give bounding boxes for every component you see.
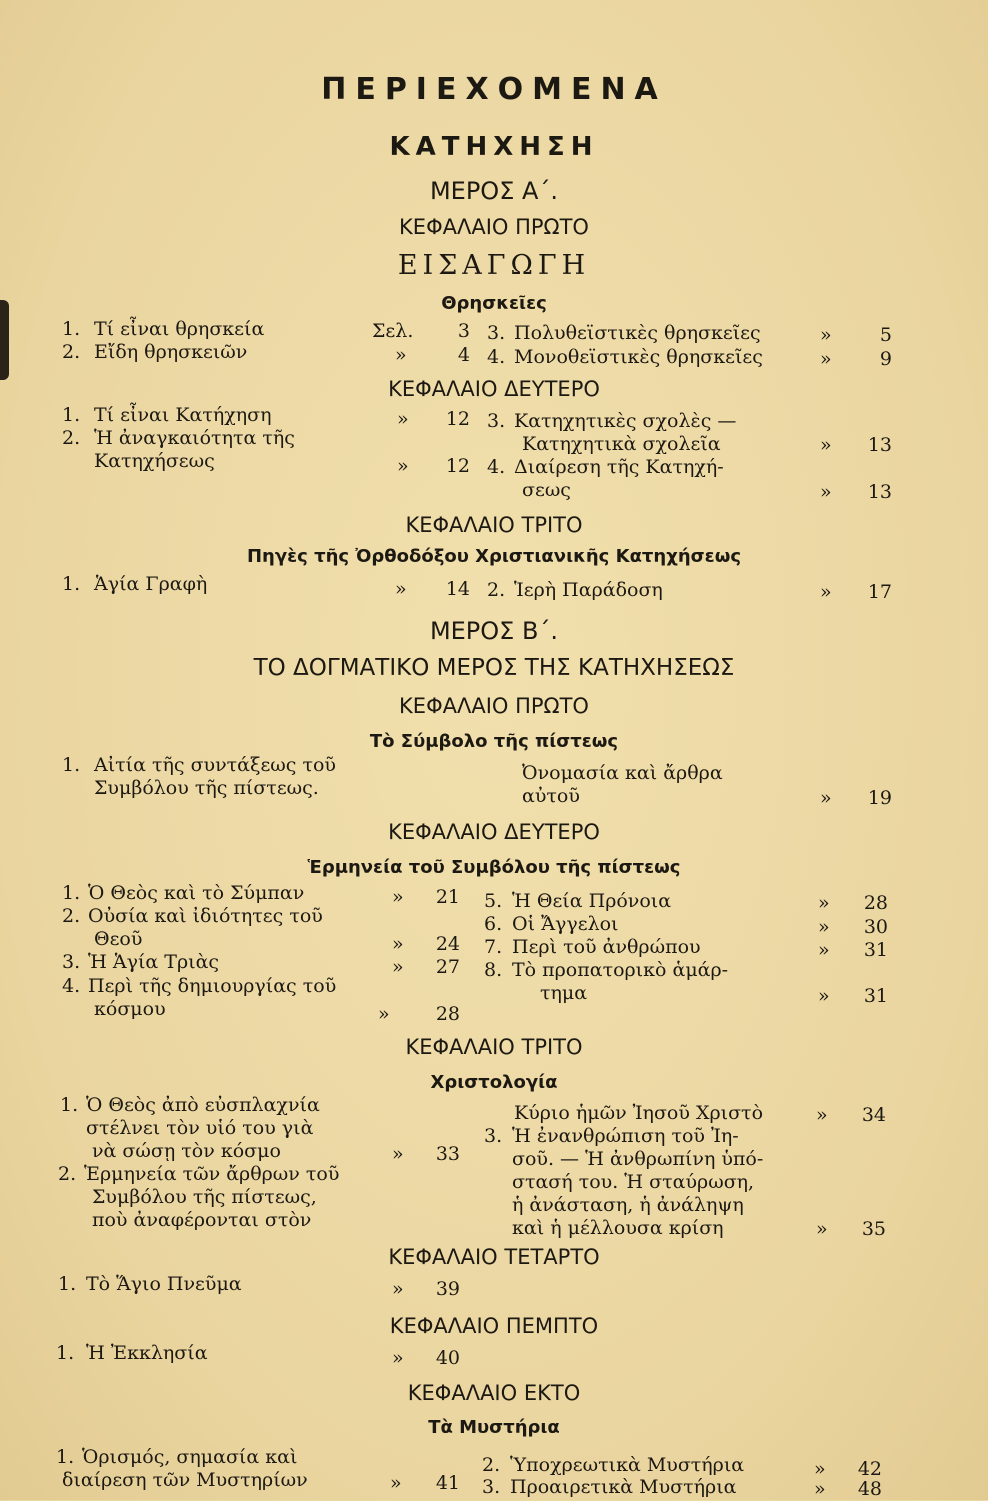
part-b-subtitle: ΤΟ ΔΟΓΜΑΤΙΚΟ ΜΕΡΟΣ ΤΗΣ ΚΑΤΗΧΗΣΕΩΣ [253,655,735,681]
part-b-ch2-heading: ΚΕΦΑΛΑΙΟ ΔΕΥΤΕΡΟ [388,820,600,844]
part-b-ch1-heading: ΚΕΦΑΛΑΙΟ ΠΡΩΤΟ [399,694,589,718]
part-b-ch3-section: Χριστολογία [430,1072,558,1093]
part-b-ch4-heading: ΚΕΦΑΛΑΙΟ ΤΕΤΑΡΤΟ [388,1245,600,1269]
part-b-ch2-section: Ἑρμηνεία τοῦ Συμβόλου τῆς πίστεως [307,857,681,878]
part-a-ch1-title: ΕΙΣΑΓΩΓΗ [397,250,591,281]
part-b-ch6-section: Τὰ Μυστήρια [428,1417,560,1438]
part-b-ch1-section: Τὸ Σύμβολο τῆς πίστεως [369,731,619,752]
page-title: ΠΕΡΙΕΧΟΜΕΝΑ [321,72,667,107]
part-a-ch3-section: Πηγὲς τῆς Ὀρθοδόξου Χριστιανικῆς Κατηχήσεως [246,546,742,567]
part-a-ch1-heading: ΚΕΦΑΛΑΙΟ ΠΡΩΤΟ [399,215,589,239]
scanned-page: ΠΕΡΙΕΧΟΜΕΝΑ ΚΑΤΗΧΗΣΗ ΜΕΡΟΣ Α΄. ΚΕΦΑΛΑΙΟ ΠΡΩΤΟ ΕΙΣΑΓΩΓΗ Θρησκεῖες 1. Τί εἶναι θρησκεία Σελ. 3 2. Εἴδη θρησκειῶν » 4 3. Πολυθεϊστικὲς θρησκεῖες » 5 4. Μονοθεϊστικὲς θρησκεῖες » 9 ΚΕΦΑΛΑΙΟ ΔΕΥΤΕΡΟ 1. Τί εἶναι Κατήχηση » 12 2. Ἡ ἀναγκαιότητα τῆς Κατηχήσεως » 12 3. Κατηχητικὲς σχολὲς — Κατηχητικὰ σχολεῖα » 13 4. Διαίρεση τῆς Κατηχή- σεως » 13 ΚΕΦΑΛΑΙΟ ΤΡΙΤΟ Πηγὲς τῆς Ὀρθοδόξου Χριστιανικῆς Κατηχήσεως 1. Ἁγία Γραφὴ » 14 2. Ἱερὴ Παράδοση » 17 ΜΕΡΟΣ Β΄. ΤΟ ΔΟΓΜΑΤΙΚΟ ΜΕΡΟΣ ΤΗΣ ΚΑΤΗΧΗΣΕΩΣ ΚΕΦΑΛΑΙΟ ΠΡΩΤΟ Τὸ Σύμβολο τῆς πίστεως 1. Αἰτία τῆς συντάξεως τοῦ Συμβόλου τῆς πίστεως. Ὀνομασία καὶ ἄρθρα αὐτοῦ » 19 ΚΕΦΑΛΑΙΟ ΔΕΥΤΕΡΟ Ἑρμηνεία τοῦ Συμβόλου τῆς πίστεως 1. Ὁ Θεὸς καὶ τὸ Σύμπαν » 21 2. Οὐσία καὶ ἰδιότητες τοῦ Θεοῦ » 24 3. Ἡ Ἁγία Τριὰς » 27 4. Περὶ τῆς δημιουργίας τοῦ κόσμου » 28 5. Ἡ Θεία Πρόνοια » 28 6. Οἱ Ἄγγελοι » 30 7. Περὶ τοῦ ἀνθρώπου » 31 8. Τὸ προπατορικὸ ἁμάρ- τημα » 31 ΚΕΦΑΛΑΙΟ ΤΡΙΤΟ Χριστολογία 1. Ὁ Θεὸς ἀπὸ εὐσπλαχνία στέλνει τὸν υἱό του γιὰ νὰ σώσῃ τὸν κόσμο » 33 2. Ἑρμηνεία τῶν ἄρθρων τοῦ Συμβόλου τῆς πίστεως, ποὺ ἀναφέρονται στὸν Κύριο ἡμῶν Ἰησοῦ Χριστὸ » 34 3. Ἡ ἐνανθρώπιση τοῦ Ἰη- σοῦ. — Ἡ ἀνθρωπίνη ὑπό- στασή του. Ἡ σταύρωση, ἡ ἀνάσταση, ἡ ἀνάληψη καὶ ἡ μέλλουσα κρίση » 35 ΚΕΦΑΛΑΙΟ ΤΕΤΑΡΤΟ 1. Τὸ Ἅγιο Πνεῦμα » 39 ΚΕΦΑΛΑΙΟ ΠΕΜΠΤΟ 1. Ἡ Ἐκκλησία » 40 ΚΕΦΑΛΑΙΟ ΕΚΤΟ Τὰ Μυστήρια 1. Ὁρισμός, σημασία καὶ διαίρεση τῶν Μυστηρίων » 41 2. Ὑποχρεωτικὰ Μυστήρια » 42 3. Προαιρετικὰ Μυστήρια » 48 [0,0,988,1500]
part-b-ch5-heading: ΚΕΦΑΛΑΙΟ ΠΕΜΠΤΟ [389,1314,599,1338]
part-b-title: ΜΕΡΟΣ Β΄. [429,617,559,645]
part-a-title: ΜΕΡΟΣ Α΄. [429,177,559,205]
book-subtitle: ΚΑΤΗΧΗΣΗ [389,132,599,162]
part-a-ch1-section: Θρησκεῖες [441,293,547,314]
part-b-ch6-heading: ΚΕΦΑΛΑΙΟ ΕΚΤΟ [407,1381,581,1405]
part-b-ch3-heading: ΚΕΦΑΛΑΙΟ ΤΡΙΤΟ [405,1035,583,1059]
part-a-ch2-heading: ΚΕΦΑΛΑΙΟ ΔΕΥΤΕΡΟ [388,377,600,401]
part-a-ch3-heading: ΚΕΦΑΛΑΙΟ ΤΡΙΤΟ [405,513,583,537]
